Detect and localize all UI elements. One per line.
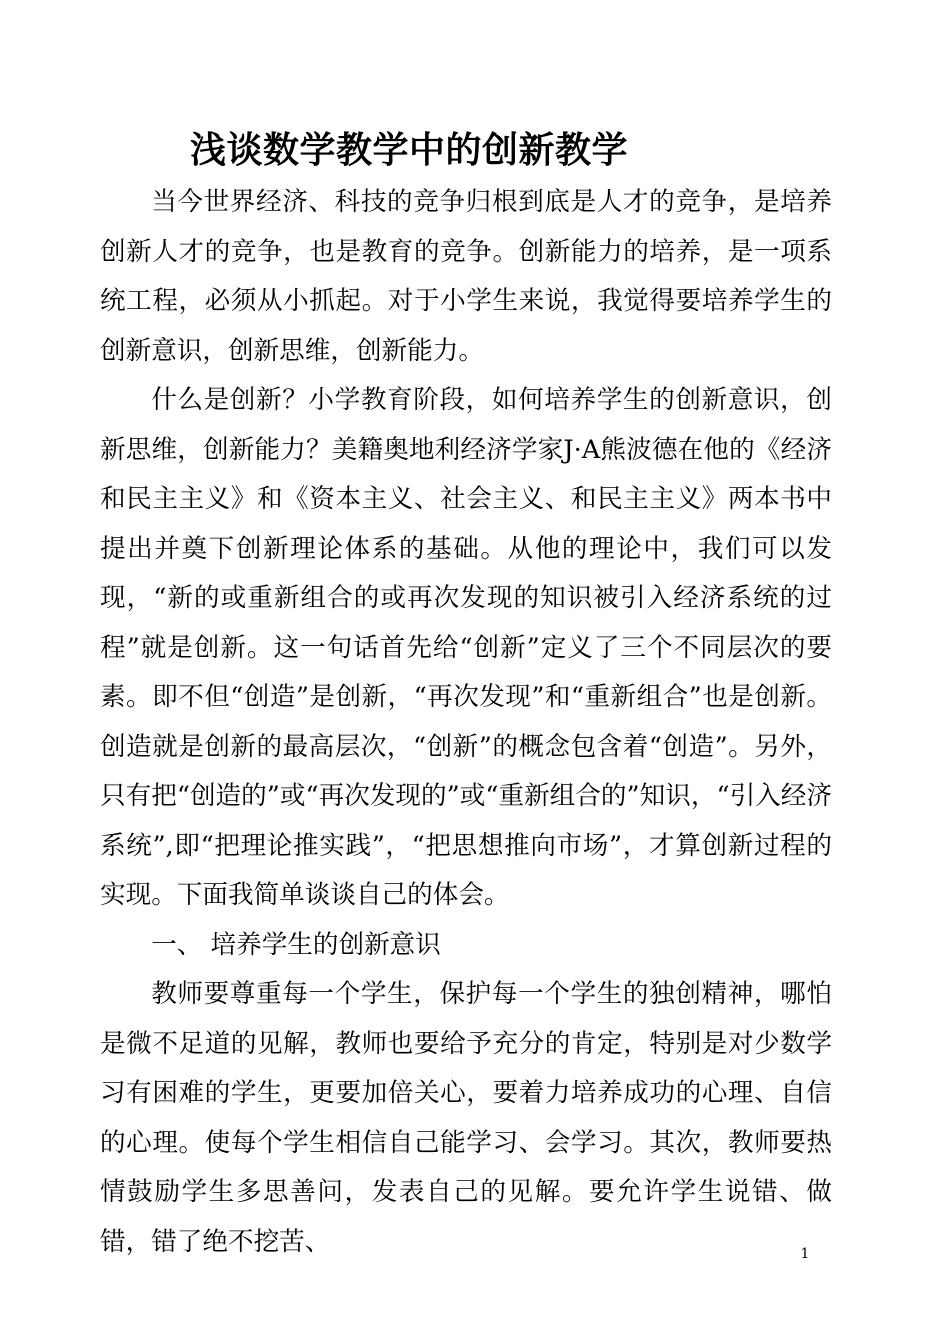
document-body: [100, 178, 832, 1267]
paragraph-what-is-innovation: 什么是创新？小学教育阶段，如何培养学生的创新意识，创新思维，创新能力？美籍奥地利经济学家J·A熊波德在他的《经济和民主主义》和《资本主义、社会主义、和民主主义》两本书中提出并奠下创新理论体系的基础。从他的理论中，我们可以发现，“新的或重新组合的或再次发现的知识被引入经济系统的过程”就是创新。这一句话首先给“创新”定义了三个不同层次的要素。即不但“创造”是创新，“再次发现”和“重新组合”也是创新。创造就是创新的最高层次，“创新”的概念包含着“创造”。另外，只有把“创造的”或“再次发现的”或“重新组合的”知识，“引入经济系统”,即“把理论推实践”，“把思想推向市场”，才算创新过程的实现。下面我简单谈谈自己的体会。: [100, 385, 832, 910]
section-heading-1: 一、 培养学生的创新意识: [151, 929, 441, 960]
paragraph-section-1: 教师要尊重每一个学生，保护每一个学生的独创精神，哪怕是微不足道的见解，教师也要给予充分的肯定，特别是对少数学习有困难的学生，更要加倍关心，要着力培养成功的心理、自信的心理。使每个学生相信自己能学习、会学习。其次，教师要热情鼓励学生多思善问，发表自己的见解。要允许学生说错、做错，错了绝不挖苦、: [100, 979, 832, 1257]
page-number: 1: [800, 1246, 810, 1262]
paragraph-intro: 当今世界经济、科技的竞争归根到底是人才的竞争，是培养创新人才的竞争，也是教育的竞争。创新能力的培养，是一项系统工程，必须从小抓起。对于小学生来说，我觉得要培养学生的创新意识，创新思维，创新能力。: [100, 187, 832, 366]
document-title: 浅谈数学教学中的创新教学: [190, 129, 629, 171]
